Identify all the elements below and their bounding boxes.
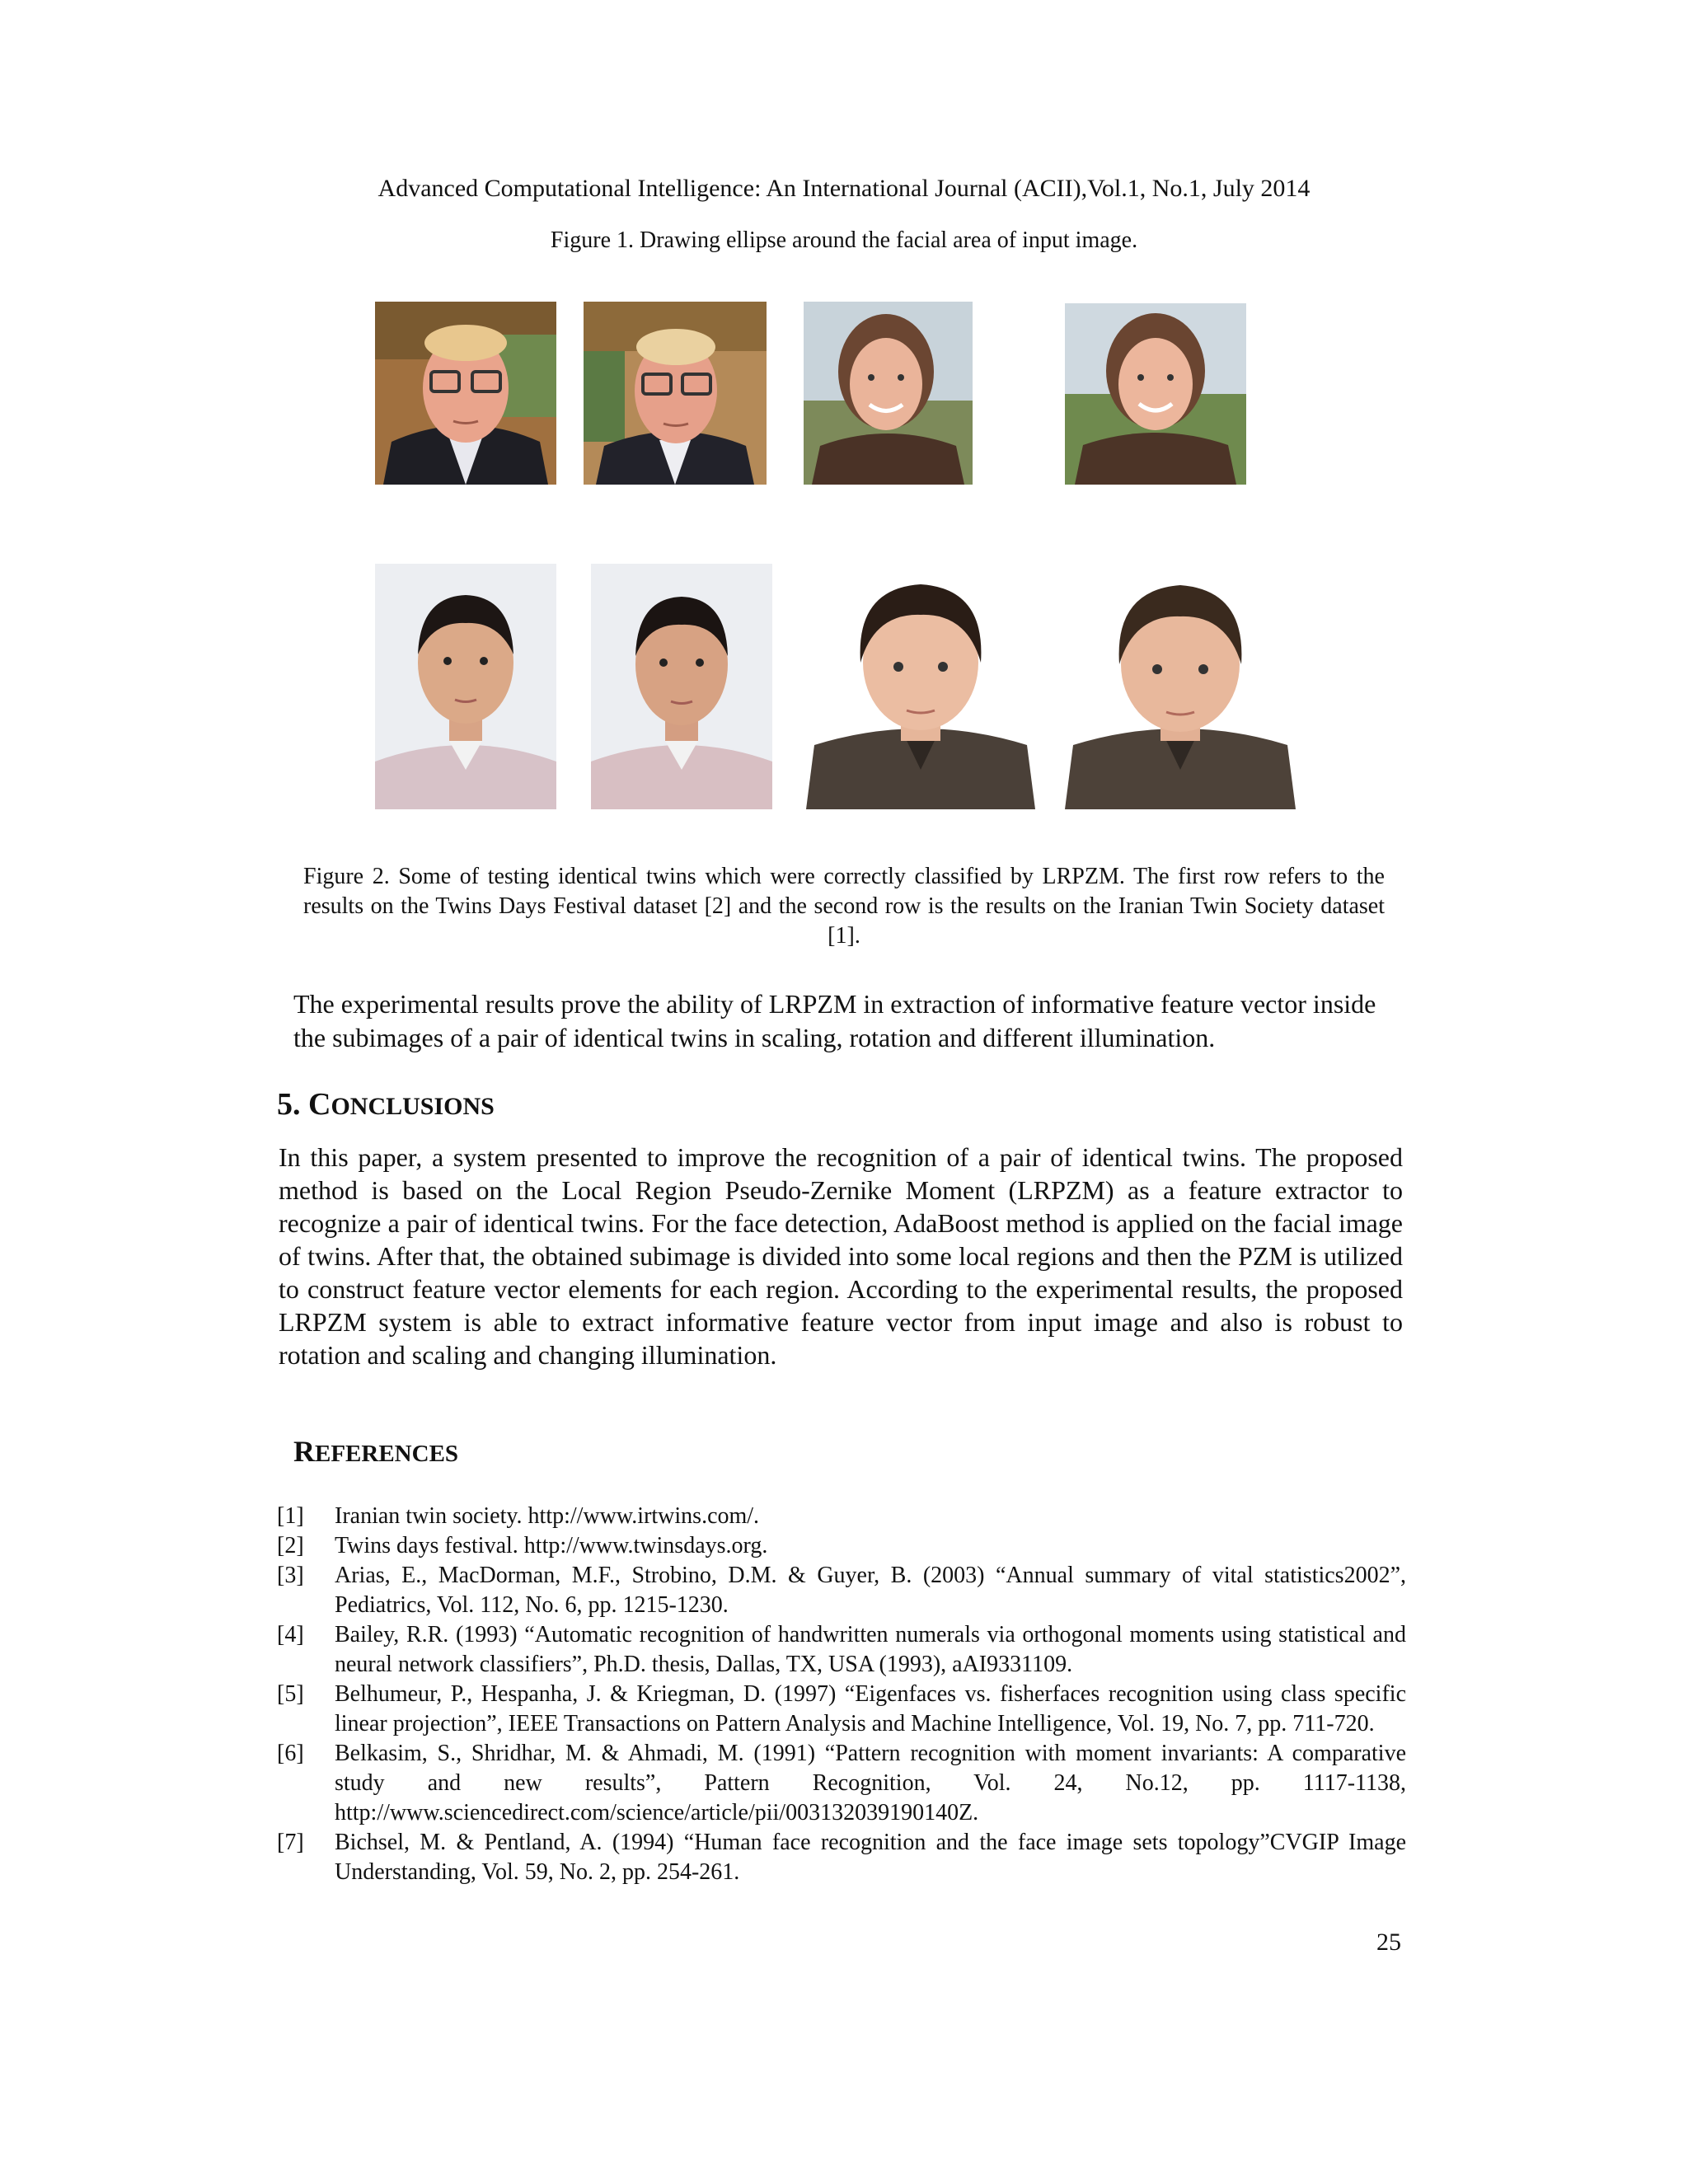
reference-text: Belkasim, S., Shridhar, M. & Ahmadi, M. (1991) “Pattern recognition with moment invariants: A comparative study and new results”, Pattern Recognition, Vol. 24, No.12, pp. 1117-1138, http://www.sciencedirect.com/science/article/pii/003132039190140Z.	[335, 1741, 1406, 1825]
references-list	[277, 1502, 1406, 1887]
reference-item	[277, 1828, 1406, 1887]
figure1-caption: Figure 1. Drawing ellipse around the facial area of input image.	[550, 227, 1138, 253]
twin-photo-woman-1	[804, 302, 973, 485]
page-number: 25	[1376, 1929, 1401, 1956]
reference-number: [7]	[277, 1830, 304, 1855]
reference-number: [5]	[277, 1681, 304, 1707]
twin-photo-man-1	[375, 302, 556, 485]
reference-item	[277, 1620, 1406, 1680]
reference-text: Bailey, R.R. (1993) “Automatic recognition of handwritten numerals via orthogonal moments using statistical and neural network classifiers”, Ph.D. thesis, Dallas, TX, USA (1993), aAI9331109.	[335, 1622, 1406, 1677]
results-paragraph: The experimental results prove the ability of LRPZM in extraction of informative feature vector inside the subimages of a pair of identical twins in scaling, rotation and different illumination.	[293, 989, 1376, 1052]
twin-photo-teen-1	[806, 564, 1035, 809]
section-heading-conclusions	[277, 1086, 495, 1122]
twin-photo-man-2	[584, 302, 767, 485]
reference-text: Bichsel, M. & Pentland, A. (1994) “Human face recognition and the face image sets topology”CVGIP Image Understanding, Vol. 59, No. 2, pp. 254-261.	[335, 1830, 1406, 1885]
references-heading-initial: R	[293, 1435, 315, 1468]
references-heading-rest: EFERENCES	[315, 1441, 459, 1467]
journal-header: Advanced Computational Intelligence: An International Journal (ACII),Vol.1, No.1, July 2014	[377, 175, 1311, 202]
references-heading	[293, 1434, 458, 1469]
reference-item	[277, 1502, 1406, 1531]
reference-text: Belhumeur, P., Hespanha, J. & Kriegman, D. (1997) “Eigenfaces vs. fisherfaces recognition using class specific linear projection”, IEEE Transactions on Pattern Analysis and Machine Intelligence, Vol. 19, No. 7, pp. 711-720.	[335, 1681, 1406, 1736]
twin-photo-teen-2	[1065, 564, 1296, 809]
reference-number: [3]	[277, 1563, 304, 1588]
reference-number: [4]	[277, 1622, 304, 1647]
section-number: 5. C	[277, 1087, 331, 1122]
twin-photo-boy-2	[591, 564, 772, 809]
reference-item	[277, 1531, 1406, 1561]
reference-text: Iranian twin society. http://www.irtwins.com/.	[335, 1503, 760, 1529]
section-title-rest: ONCLUSIONS	[331, 1093, 495, 1120]
reference-number: [6]	[277, 1741, 304, 1766]
reference-text: Twins days festival. http://www.twinsdays.org.	[335, 1533, 768, 1558]
reference-item	[277, 1680, 1406, 1739]
reference-number: [2]	[277, 1533, 304, 1558]
twin-photo-boy-1	[375, 564, 556, 809]
reference-item	[277, 1739, 1406, 1828]
reference-number: [1]	[277, 1503, 304, 1529]
conclusions-paragraph: In this paper, a system presented to improve the recognition of a pair of identical twins. The proposed method is based on the Local Region Pseudo-Zernike Moment (LRPZM) as a feature extractor to recognize a pair of identical twins. For the face detection, AdaBoost method is applied on the facial image of twins. After that, the obtained subimage is divided into some local regions and then the PZM is utilized to construct feature vector elements for each region. According to the experimental results, the proposed LRPZM system is able to extract informative feature vector from input image and also is robust to rotation and scaling and changing illumination.	[279, 1142, 1403, 1370]
twin-photo-woman-2	[1065, 303, 1246, 485]
reference-text: Arias, E., MacDorman, M.F., Strobino, D.M. & Guyer, B. (2003) “Annual summary of vital statistics2002”, Pediatrics, Vol. 112, No. 6, pp. 1215-1230.	[335, 1563, 1406, 1618]
figure2-caption: Figure 2. Some of testing identical twins which were correctly classified by LRPZM. The first row refers to the results on the Twins Days Festival dataset [2] and the second row is the results on the Iranian Twin Society dataset [1].	[303, 864, 1385, 949]
reference-item	[277, 1561, 1406, 1620]
